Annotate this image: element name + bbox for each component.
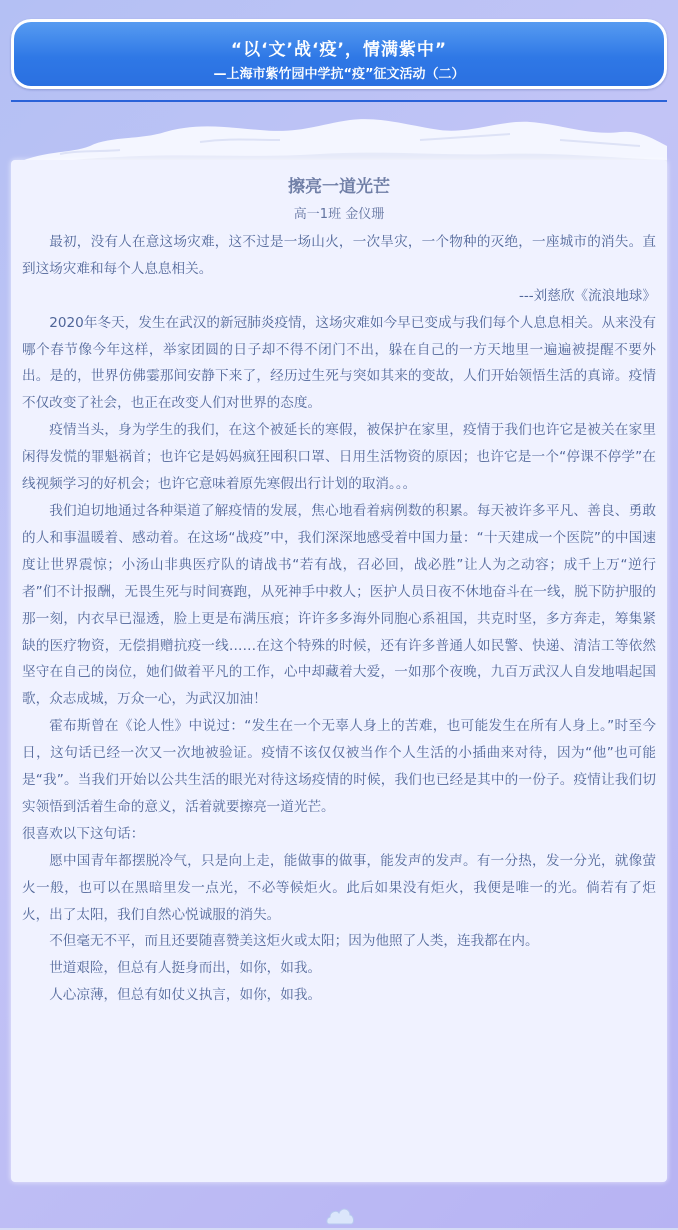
article-author: 高一1班 金仪珊	[293, 207, 385, 222]
paragraph: 愿中国青年都摆脱冷气，只是向上走，能做事的做事，能发声的发声。有一分热，发一分光，就像萤火一般，也可以在黑暗里发一点光，不必等候炬火。此后如果没有炬火，我便是唯一的光。倘若有了炬火，出了太阳，我们自然心悦诚服的消失。	[22, 852, 656, 923]
article-title: 擦亮一道光芒	[288, 177, 390, 197]
banner-subtitle: —上海市紫竹园中学抗“疫”征文活动（二）	[213, 67, 465, 82]
paragraph: 我们迫切地通过各种渠道了解疫情的发展，焦心地看着病例数的积累。每天被许多平凡、善良、勇敢的人和事温暖着、感动着。在这场“战疫”中，我们深深地感受着中国力量：“十天建成一个医院”的中国速度让世界震惊；小汤山非典医疗队的请战书“若有战，召必回，战必胜”让人为之动容；成千上万“逆行者”们不计报酬，无畏生死与时间赛跑，从死神手中救人；医护人员日夜不休地奋斗在一线，脱下防护服的那一刻，内衣早已湿透，脸上更是布满压痕；许许多多海外同胞心系祖国，共克时坚，多方奔走，筹集紧缺的医疗物资，无偿捐赠抗疫一线……在这个特殊的时候，还有许多普通人如民警、快递、清洁工等依然坚守在自己的岗位，她们做着平凡的工作，心中却藏着大爱，一如那个夜晚，九百万武汉人自发地唱起国歌，众志成城，万众一心，为武汉加油！	[22, 502, 656, 708]
paragraph: 世道艰险，但总有人挺身而出，如你，如我。	[49, 960, 322, 977]
paragraph: 不但毫无不平，而且还要随喜赞美这炬火或太阳；因为他照了人类，连我都在内。	[49, 933, 539, 950]
quote-source: ---刘慈欣《流浪地球》	[518, 287, 656, 304]
paragraph: 很喜欢以下这句话：	[22, 825, 145, 842]
paragraph: 疫情当头，身为学生的我们，在这个被延长的寒假，被保护在家里，疫情于我们也许它是被关在家里闲得发慌的罪魁祸首；也许它是妈妈疯狂囤积口罩、日用生活物资的原因；也许它是一个“停课不停学”在线视频学习的好机会；也许它意味着原先寒假出行计划的取消。。。	[22, 422, 656, 493]
paragraph: 2020年冬天，发生在武汉的新冠肺炎疫情，这场灾难如今早已变成与我们每个人息息相关。从来没有哪个春节像今年这样，举家团圆的日子却不得不闭门不出，躲在自己的一方天地里一遍遍被提醒不要外出。是的，世界仿佛霎那间安静下来了，经历过生死与突如其来的变故，人们开始领悟生活的真谛。疫情不仅改变了社会，也正在改变人们对世界的态度。	[22, 314, 656, 412]
header-divider	[11, 100, 667, 102]
paragraph: 霍布斯曾在《论人性》中说过：“发生在一个无辜人身上的苦难，也可能发生在所有人身上。”时至今日，这句话已经一次又一次地被验证。疫情不该仅仅被当作个人生活的小插曲来对待，因为“他”也可能是“我”。当我们开始以公共生活的眼光对待这场疫情的时候，我们也已经是其中的一份子。疫情让我们切实领悟到活着生命的意义，活着就要擦亮一道光芒。	[22, 718, 656, 815]
paragraph: 人心凉薄，但总有如仗义执言，如你，如我。	[49, 987, 322, 1004]
paragraph: 最初，没有人在意这场灾难，这不过是一场山火，一次旱灾，一个物种的灭绝，一座城市的消失。直到这场灾难和每个人息息相关。	[22, 233, 656, 277]
article-body	[22, 174, 656, 1009]
cloud-badge-icon	[325, 1204, 355, 1226]
banner-header	[11, 19, 667, 89]
banner-title: “以‘文’战‘疫’，情满紫中”	[230, 40, 448, 60]
